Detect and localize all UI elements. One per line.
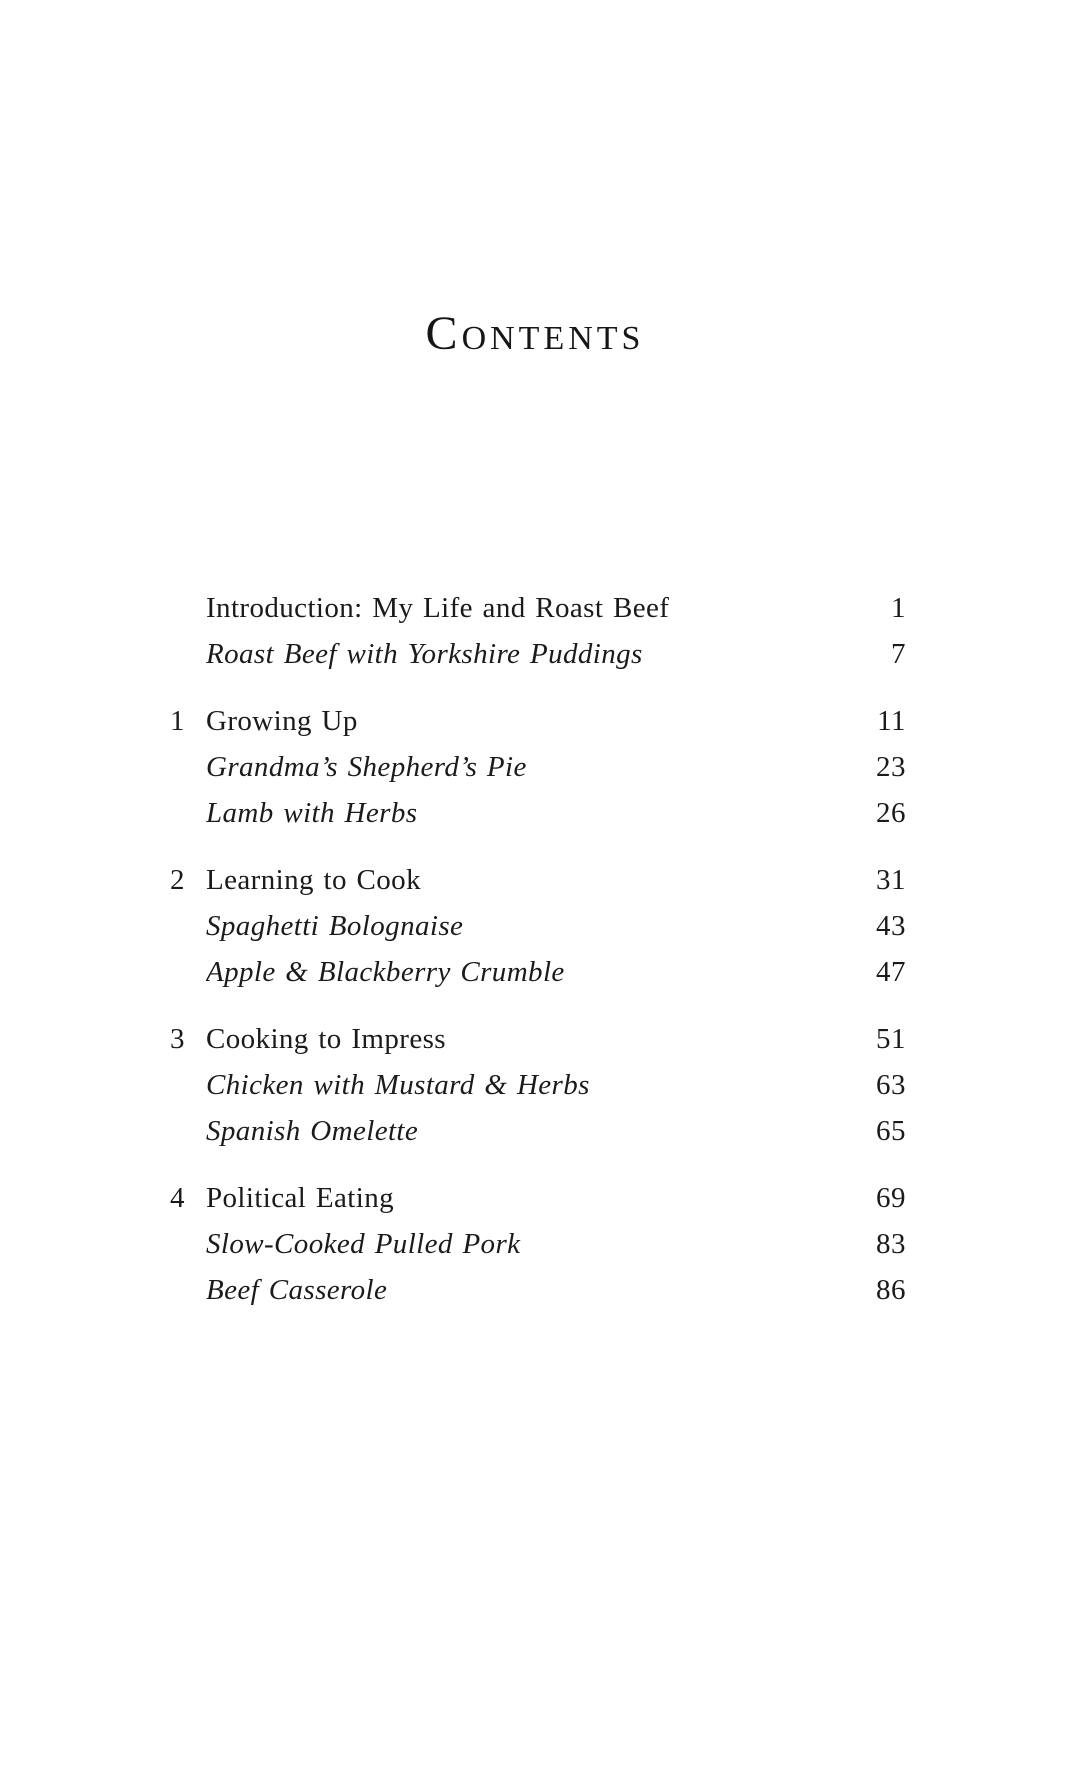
- toc-group: [170, 857, 906, 995]
- toc-row: [170, 790, 906, 836]
- entry-page-number: 31: [876, 864, 906, 896]
- entry-title: Growing Up: [206, 705, 358, 737]
- entry-page-number: 69: [876, 1182, 906, 1214]
- toc-row: [170, 903, 906, 949]
- entry-title: Apple & Blackberry Crumble: [206, 956, 565, 988]
- entry-page-number: 65: [876, 1115, 906, 1147]
- chapter-number: 4: [170, 1182, 185, 1214]
- entry-title: Chicken with Mustard & Herbs: [206, 1069, 590, 1101]
- chapter-number: 2: [170, 864, 185, 896]
- entry-page-number: 11: [877, 705, 906, 737]
- entry-title: Beef Casserole: [206, 1274, 388, 1306]
- toc-group: [170, 698, 906, 836]
- toc-group: [170, 585, 906, 677]
- entry-title: Cooking to Impress: [206, 1023, 446, 1055]
- toc-row: [170, 698, 906, 744]
- entry-title: Lamb with Herbs: [206, 797, 418, 829]
- entry-title: Political Eating: [206, 1182, 395, 1214]
- toc-row: [170, 857, 906, 903]
- entry-page-number: 47: [876, 956, 906, 988]
- chapter-number: 3: [170, 1023, 185, 1055]
- toc-row: [170, 1221, 906, 1267]
- entry-page-number: 86: [876, 1274, 906, 1306]
- entry-page-number: 83: [876, 1228, 906, 1260]
- entry-title: Spanish Omelette: [206, 1115, 419, 1147]
- entry-title: Learning to Cook: [206, 864, 421, 896]
- toc-row: [170, 1062, 906, 1108]
- toc-row: [170, 949, 906, 995]
- entry-page-number: 43: [876, 910, 906, 942]
- entry-page-number: 26: [876, 797, 906, 829]
- toc-row: [170, 1267, 906, 1313]
- toc-group: [170, 1016, 906, 1154]
- toc-group: [170, 1175, 906, 1313]
- entry-title: Grandma’s Shepherd’s Pie: [206, 751, 527, 783]
- entry-title: Introduction: My Life and Roast Beef: [206, 592, 670, 624]
- toc-row: [170, 631, 906, 677]
- toc-row: [170, 1175, 906, 1221]
- entry-page-number: 1: [891, 592, 906, 624]
- entry-page-number: 63: [876, 1069, 906, 1101]
- chapter-number: 1: [170, 705, 185, 737]
- toc-row: [170, 1016, 906, 1062]
- entry-page-number: 23: [876, 751, 906, 783]
- entry-page-number: 7: [891, 638, 906, 670]
- page-title: Contents: [425, 307, 645, 360]
- entry-title: Roast Beef with Yorkshire Puddings: [206, 638, 643, 670]
- toc: [170, 585, 906, 1334]
- entry-title: Spaghetti Bolognaise: [206, 910, 464, 942]
- toc-row: [170, 744, 906, 790]
- toc-row: [170, 585, 906, 631]
- entry-title: Slow-Cooked Pulled Pork: [206, 1228, 521, 1260]
- toc-row: [170, 1108, 906, 1154]
- entry-page-number: 51: [876, 1023, 906, 1055]
